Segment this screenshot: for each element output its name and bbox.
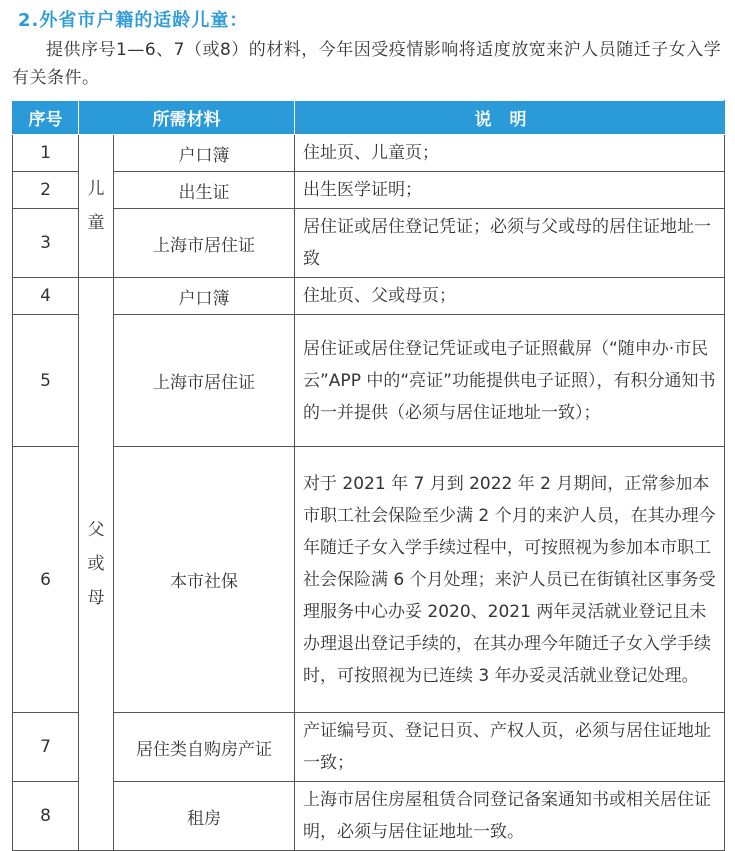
- intro-paragraph: 提供序号1—6、7（或8）的材料，今年因受疫情影响将适度放宽来沪人员随迁子女入学有关条件。: [12, 40, 722, 88]
- table-row: [13, 782, 725, 851]
- material-note: 住址页、儿童页；: [295, 135, 725, 172]
- table-row: [13, 447, 725, 713]
- group-child: [79, 135, 114, 278]
- material-name: 上海市居住证: [114, 209, 295, 278]
- row-number: 6: [13, 447, 79, 713]
- row-number: 4: [13, 278, 79, 315]
- material-note: 住址页、父或母页；: [295, 278, 725, 315]
- material-note: 上海市居住房屋租赁合同登记备案通知书或相关居住证明，必须与居住证地址一致。: [295, 782, 725, 851]
- row-number: 2: [13, 172, 79, 209]
- table-row: [13, 315, 725, 447]
- material-name: 租房: [114, 782, 295, 851]
- group-child-label: 儿童: [87, 179, 105, 233]
- group-parent: [79, 278, 114, 851]
- row-number: 3: [13, 209, 79, 278]
- table-row: [13, 172, 725, 209]
- table-row: [13, 209, 725, 278]
- table-row: [13, 278, 725, 315]
- section-heading: 2.外省市户籍的适龄儿童：: [18, 10, 249, 31]
- row-number: 5: [13, 315, 79, 447]
- row-number: 1: [13, 135, 79, 172]
- materials-table: [12, 100, 725, 851]
- material-name: 户口簿: [114, 278, 295, 315]
- header-number: 序号: [13, 101, 79, 135]
- material-note: 对于 2021 年 7 月到 2022 年 2 月期间，正常参加本市职工社会保险至少满 2 个月的来沪人员，在其办理今年随迁子女入学手续过程中，可按照视为参加本市职工社会保险满 6 个月处理；来沪人员已在街镇社区事务受理服务中心办妥 2020、2021 两年灵活就业登记且未办理退出登记手续的，在其办理今年随迁子女入学手续时，可按照视为已连续 3 年办妥灵活就业登记处理。: [295, 447, 725, 713]
- header-material: 所需材料: [79, 101, 295, 135]
- header-note: 说明: [295, 101, 725, 135]
- table-row: [13, 713, 725, 782]
- material-note: 居住证或居住登记凭证；必须与父或母的居住证地址一致: [295, 209, 725, 278]
- table-header-row: [13, 101, 725, 135]
- material-name: 出生证: [114, 172, 295, 209]
- material-name: 居住类自购房产证: [114, 713, 295, 782]
- material-note: 居住证或居住登记凭证或电子证照截屏（“随申办·市民云”APP 中的“亮证”功能提供电子证照），有积分通知书的一并提供（必须与居住证地址一致）；: [295, 315, 725, 447]
- material-note: 出生医学证明；: [295, 172, 725, 209]
- material-name: 户口簿: [114, 135, 295, 172]
- material-name: 上海市居住证: [114, 315, 295, 447]
- row-number: 8: [13, 782, 79, 851]
- row-number: 7: [13, 713, 79, 782]
- group-parent-label: 父或母: [87, 520, 105, 608]
- material-note: 产证编号页、登记日页、产权人页，必须与居住证地址一致；: [295, 713, 725, 782]
- table-row: [13, 135, 725, 172]
- material-name: 本市社保: [114, 447, 295, 713]
